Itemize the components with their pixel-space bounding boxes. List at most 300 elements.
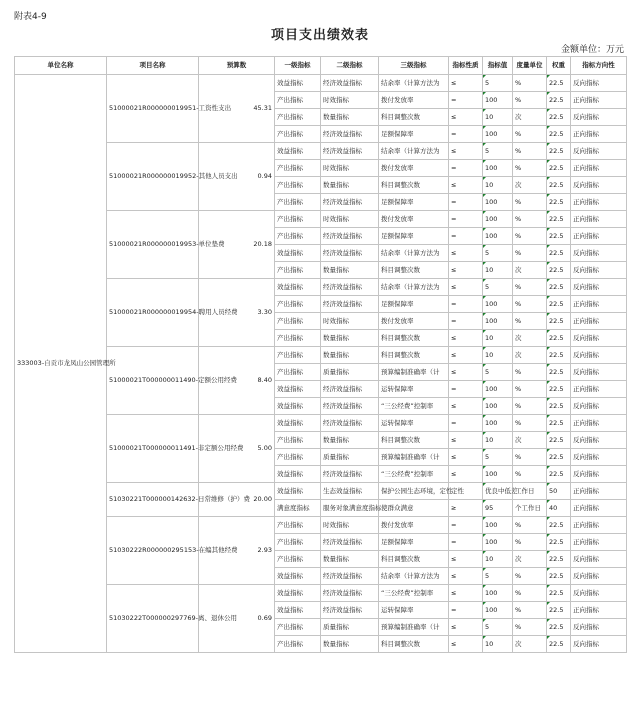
- measure-unit-cell: %: [513, 517, 547, 534]
- direction-cell: 反向指标: [571, 619, 627, 636]
- level1-cell: 效益指标: [275, 75, 321, 92]
- weight-cell: 22.5: [547, 75, 571, 92]
- nature-cell: ≤: [449, 636, 483, 653]
- value-cell: 100: [483, 228, 513, 245]
- direction-cell: 正向指标: [571, 126, 627, 143]
- table-row: [15, 143, 627, 160]
- measure-unit-cell: %: [513, 143, 547, 160]
- value-cell: 5: [483, 364, 513, 381]
- weight-cell: 22.5: [547, 347, 571, 364]
- level3-cell: 科目调整次数: [379, 177, 449, 194]
- level1-cell: 产出指标: [275, 109, 321, 126]
- level1-cell: 产出指标: [275, 619, 321, 636]
- direction-cell: 反向指标: [571, 398, 627, 415]
- direction-cell: 反向指标: [571, 109, 627, 126]
- direction-cell: 正向指标: [571, 160, 627, 177]
- weight-cell: 22.5: [547, 177, 571, 194]
- budget-cell: 20.18: [199, 211, 275, 279]
- measure-unit-cell: %: [513, 313, 547, 330]
- nature-cell: ≤: [449, 585, 483, 602]
- direction-cell: 正向指标: [571, 211, 627, 228]
- weight-cell: 22.5: [547, 160, 571, 177]
- level3-cell: 科目调整次数: [379, 262, 449, 279]
- measure-unit-cell: %: [513, 619, 547, 636]
- nature-cell: ≤: [449, 109, 483, 126]
- budget-cell: 0.69: [199, 585, 275, 653]
- nature-cell: ≤: [449, 466, 483, 483]
- value-cell: 5: [483, 619, 513, 636]
- level3-cell: 拨付发放率: [379, 160, 449, 177]
- value-cell: 100: [483, 585, 513, 602]
- level1-cell: 产出指标: [275, 313, 321, 330]
- direction-cell: 正向指标: [571, 517, 627, 534]
- level2-cell: 数量指标: [321, 109, 379, 126]
- level2-cell: 经济效益指标: [321, 466, 379, 483]
- weight-cell: 22.5: [547, 143, 571, 160]
- value-cell: 100: [483, 211, 513, 228]
- level2-cell: 数量指标: [321, 347, 379, 364]
- direction-cell: 正向指标: [571, 381, 627, 398]
- header-budget: 预算数: [199, 57, 275, 75]
- level3-cell: 科目调整次数: [379, 432, 449, 449]
- level2-cell: 经济效益指标: [321, 143, 379, 160]
- value-cell: 优良中低差: [483, 483, 513, 500]
- nature-cell: ≥: [449, 500, 483, 517]
- measure-unit-cell: 次: [513, 551, 547, 568]
- measure-unit-cell: %: [513, 296, 547, 313]
- measure-unit-cell: %: [513, 245, 547, 262]
- direction-cell: 正向指标: [571, 194, 627, 211]
- level2-cell: 数量指标: [321, 262, 379, 279]
- appendix-label: 附表4-9: [14, 12, 47, 22]
- measure-unit-cell: %: [513, 415, 547, 432]
- measure-unit-cell: %: [513, 228, 547, 245]
- direction-cell: 反向指标: [571, 568, 627, 585]
- nature-cell: ≤: [449, 449, 483, 466]
- level3-cell: 拨付发放率: [379, 211, 449, 228]
- value-cell: 10: [483, 636, 513, 653]
- budget-cell: 3.30: [199, 279, 275, 347]
- value-cell: 100: [483, 126, 513, 143]
- level2-cell: 时效指标: [321, 313, 379, 330]
- project-name-cell: 51000021R000000019953-单位垫费: [107, 211, 199, 279]
- level1-cell: 产出指标: [275, 517, 321, 534]
- amount-unit-label: 金额单位：万元: [560, 45, 624, 55]
- level3-cell: 拨付发放率: [379, 517, 449, 534]
- value-cell: 100: [483, 92, 513, 109]
- project-name-cell: 51000021R000000019952-其他人员支出: [107, 143, 199, 211]
- level1-cell: 产出指标: [275, 211, 321, 228]
- value-cell: 100: [483, 602, 513, 619]
- level1-cell: 产出指标: [275, 228, 321, 245]
- measure-unit-cell: %: [513, 279, 547, 296]
- level1-cell: 产出指标: [275, 347, 321, 364]
- project-name-cell: 51030221T000000142632-日常维修（护）费: [107, 483, 199, 517]
- level3-cell: 科目调整次数: [379, 551, 449, 568]
- value-cell: 100: [483, 313, 513, 330]
- nature-cell: ≤: [449, 245, 483, 262]
- value-cell: 100: [483, 398, 513, 415]
- level1-cell: 效益指标: [275, 568, 321, 585]
- value-cell: 10: [483, 347, 513, 364]
- level3-cell: 预算编制准确率（计: [379, 449, 449, 466]
- level2-cell: 时效指标: [321, 517, 379, 534]
- level3-cell: 预算编制准确率（计: [379, 619, 449, 636]
- unit-name-cell: 333003-自贡市龙凤山公园管理所: [15, 75, 107, 653]
- direction-cell: 反向指标: [571, 75, 627, 92]
- level1-cell: 产出指标: [275, 432, 321, 449]
- value-cell: 5: [483, 449, 513, 466]
- level2-cell: 经济效益指标: [321, 398, 379, 415]
- nature-cell: ≤: [449, 619, 483, 636]
- measure-unit-cell: %: [513, 398, 547, 415]
- measure-unit-cell: 次: [513, 330, 547, 347]
- level2-cell: 经济效益指标: [321, 245, 379, 262]
- weight-cell: 22.5: [547, 534, 571, 551]
- level2-cell: 数量指标: [321, 551, 379, 568]
- level1-cell: 产出指标: [275, 262, 321, 279]
- level2-cell: 质量指标: [321, 619, 379, 636]
- level2-cell: 质量指标: [321, 364, 379, 381]
- measure-unit-cell: %: [513, 602, 547, 619]
- weight-cell: 22.5: [547, 602, 571, 619]
- level1-cell: 效益指标: [275, 143, 321, 160]
- direction-cell: 反向指标: [571, 330, 627, 347]
- level3-cell: 足额保障率: [379, 228, 449, 245]
- weight-cell: 22.5: [547, 466, 571, 483]
- weight-cell: 22.5: [547, 517, 571, 534]
- nature-cell: ≤: [449, 262, 483, 279]
- header-level2: 二级指标: [321, 57, 379, 75]
- value-cell: 10: [483, 551, 513, 568]
- direction-cell: 反向指标: [571, 585, 627, 602]
- table-row: [15, 585, 627, 602]
- level2-cell: 经济效益指标: [321, 194, 379, 211]
- nature-cell: ≤: [449, 568, 483, 585]
- level2-cell: 数量指标: [321, 636, 379, 653]
- level2-cell: 经济效益指标: [321, 568, 379, 585]
- direction-cell: 正向指标: [571, 415, 627, 432]
- direction-cell: 反向指标: [571, 279, 627, 296]
- budget-cell: 20.00: [199, 483, 275, 517]
- value-cell: 100: [483, 466, 513, 483]
- weight-cell: 22.5: [547, 92, 571, 109]
- nature-cell: ≤: [449, 364, 483, 381]
- direction-cell: 正向指标: [571, 534, 627, 551]
- value-cell: 100: [483, 160, 513, 177]
- level3-cell: 科目调整次数: [379, 330, 449, 347]
- level3-cell: 结余率（计算方法为: [379, 279, 449, 296]
- table-row: [15, 75, 627, 92]
- level1-cell: 产出指标: [275, 92, 321, 109]
- weight-cell: 22.5: [547, 381, 571, 398]
- measure-unit-cell: 次: [513, 432, 547, 449]
- value-cell: 100: [483, 381, 513, 398]
- nature-cell: =: [449, 92, 483, 109]
- direction-cell: 反向指标: [571, 347, 627, 364]
- measure-unit-cell: %: [513, 449, 547, 466]
- level2-cell: 经济效益指标: [321, 415, 379, 432]
- level2-cell: 时效指标: [321, 92, 379, 109]
- measure-unit-cell: %: [513, 364, 547, 381]
- weight-cell: 22.5: [547, 313, 571, 330]
- value-cell: 5: [483, 75, 513, 92]
- table-row: [15, 483, 627, 500]
- level1-cell: 效益指标: [275, 381, 321, 398]
- header-project-name: 项目名称: [107, 57, 199, 75]
- value-cell: 10: [483, 109, 513, 126]
- nature-cell: ≤: [449, 330, 483, 347]
- level2-cell: 经济效益指标: [321, 126, 379, 143]
- level3-cell: “三公经费”控制率: [379, 398, 449, 415]
- level1-cell: 产出指标: [275, 364, 321, 381]
- page-title: 项目支出绩效表: [270, 28, 369, 43]
- measure-unit-cell: %: [513, 585, 547, 602]
- nature-cell: =: [449, 381, 483, 398]
- nature-cell: =: [449, 602, 483, 619]
- header-value: 指标值: [483, 57, 513, 75]
- level3-cell: “三公经费”控制率: [379, 466, 449, 483]
- measure-unit-cell: %: [513, 126, 547, 143]
- nature-cell: ≤: [449, 432, 483, 449]
- level2-cell: 质量指标: [321, 449, 379, 466]
- direction-cell: 正向指标: [571, 313, 627, 330]
- nature-cell: ≤: [449, 143, 483, 160]
- measure-unit-cell: 个工作日: [513, 500, 547, 517]
- level3-cell: 结余率（计算方法为: [379, 75, 449, 92]
- weight-cell: 22.5: [547, 585, 571, 602]
- measure-unit-cell: %: [513, 568, 547, 585]
- nature-cell: ≤: [449, 279, 483, 296]
- level2-cell: 时效指标: [321, 160, 379, 177]
- project-name-cell: 51000021R000000019951-工资性支出: [107, 75, 199, 143]
- weight-cell: 22.5: [547, 568, 571, 585]
- level2-cell: 经济效益指标: [321, 296, 379, 313]
- direction-cell: 反向指标: [571, 432, 627, 449]
- measure-unit-cell: 工作日: [513, 483, 547, 500]
- level3-cell: 足额保障率: [379, 296, 449, 313]
- weight-cell: 22.5: [547, 228, 571, 245]
- weight-cell: 22.5: [547, 279, 571, 296]
- level3-cell: 结余率（计算方法为: [379, 143, 449, 160]
- level1-cell: 产出指标: [275, 296, 321, 313]
- header-measure-unit: 度量单位: [513, 57, 547, 75]
- direction-cell: 反向指标: [571, 466, 627, 483]
- budget-cell: 2.93: [199, 517, 275, 585]
- header-nature: 指标性质: [449, 57, 483, 75]
- weight-cell: 22.5: [547, 262, 571, 279]
- value-cell: 100: [483, 194, 513, 211]
- level3-cell: “三公经费”控制率: [379, 585, 449, 602]
- level2-cell: 经济效益指标: [321, 585, 379, 602]
- measure-unit-cell: 次: [513, 109, 547, 126]
- value-cell: 100: [483, 517, 513, 534]
- direction-cell: 反向指标: [571, 143, 627, 160]
- weight-cell: 22.5: [547, 194, 571, 211]
- weight-cell: 22.5: [547, 636, 571, 653]
- project-name-cell: 51000021T000000011490-定额公用经费: [107, 347, 199, 415]
- nature-cell: =: [449, 296, 483, 313]
- project-name-cell: 51000021T000000011491-非定额公用经费: [107, 415, 199, 483]
- nature-cell: ≤: [449, 347, 483, 364]
- direction-cell: 正向指标: [571, 500, 627, 517]
- direction-cell: 正向指标: [571, 602, 627, 619]
- value-cell: 5: [483, 279, 513, 296]
- level1-cell: 产出指标: [275, 194, 321, 211]
- level2-cell: 经济效益指标: [321, 228, 379, 245]
- level1-cell: 产出指标: [275, 449, 321, 466]
- header-direction: 指标方向性: [571, 57, 627, 75]
- nature-cell: ≤: [449, 177, 483, 194]
- level3-cell: 运转保障率: [379, 602, 449, 619]
- direction-cell: 反向指标: [571, 364, 627, 381]
- weight-cell: 22.5: [547, 330, 571, 347]
- level1-cell: 产出指标: [275, 636, 321, 653]
- level1-cell: 效益指标: [275, 398, 321, 415]
- level1-cell: 产出指标: [275, 330, 321, 347]
- level3-cell: 结余率（计算方法为: [379, 245, 449, 262]
- level3-cell: 足额保障率: [379, 194, 449, 211]
- level1-cell: 产出指标: [275, 126, 321, 143]
- measure-unit-cell: 次: [513, 347, 547, 364]
- weight-cell: 40: [547, 500, 571, 517]
- level3-cell: 科目调整次数: [379, 347, 449, 364]
- weight-cell: 22.5: [547, 551, 571, 568]
- nature-cell: ≤: [449, 75, 483, 92]
- value-cell: 100: [483, 534, 513, 551]
- weight-cell: 22.5: [547, 619, 571, 636]
- nature-cell: =: [449, 211, 483, 228]
- value-cell: 5: [483, 568, 513, 585]
- direction-cell: 反向指标: [571, 245, 627, 262]
- value-cell: 10: [483, 432, 513, 449]
- level2-cell: 经济效益指标: [321, 381, 379, 398]
- direction-cell: 反向指标: [571, 262, 627, 279]
- level2-cell: 时效指标: [321, 211, 379, 228]
- level3-cell: 拨付发放率: [379, 313, 449, 330]
- nature-cell: =: [449, 194, 483, 211]
- level3-cell: 科目调整次数: [379, 636, 449, 653]
- level1-cell: 效益指标: [275, 466, 321, 483]
- nature-cell: =: [449, 160, 483, 177]
- nature-cell: =: [449, 415, 483, 432]
- level1-cell: 效益指标: [275, 585, 321, 602]
- measure-unit-cell: %: [513, 194, 547, 211]
- table-row: [15, 211, 627, 228]
- nature-cell: =: [449, 228, 483, 245]
- project-name-cell: 51030222R000000295153-在编其他经费: [107, 517, 199, 585]
- level1-cell: 效益指标: [275, 279, 321, 296]
- level2-cell: 经济效益指标: [321, 602, 379, 619]
- level2-cell: 数量指标: [321, 330, 379, 347]
- budget-cell: 8.40: [199, 347, 275, 415]
- direction-cell: 正向指标: [571, 296, 627, 313]
- value-cell: 5: [483, 245, 513, 262]
- level3-cell: 足额保障率: [379, 126, 449, 143]
- measure-unit-cell: %: [513, 381, 547, 398]
- level3-cell: 使群众满意: [379, 500, 449, 517]
- level1-cell: 效益指标: [275, 602, 321, 619]
- direction-cell: 反向指标: [571, 636, 627, 653]
- nature-cell: 定性: [449, 483, 483, 500]
- weight-cell: 22.5: [547, 432, 571, 449]
- nature-cell: =: [449, 313, 483, 330]
- weight-cell: 22.5: [547, 126, 571, 143]
- weight-cell: 22.5: [547, 415, 571, 432]
- measure-unit-cell: %: [513, 534, 547, 551]
- level1-cell: 满意度指标: [275, 500, 321, 517]
- value-cell: 10: [483, 330, 513, 347]
- nature-cell: ≤: [449, 398, 483, 415]
- header-unit-name: 单位名称: [15, 57, 107, 75]
- budget-cell: 45.31: [199, 75, 275, 143]
- level3-cell: 拨付发放率: [379, 92, 449, 109]
- value-cell: 95: [483, 500, 513, 517]
- level2-cell: 生态效益指标: [321, 483, 379, 500]
- header-level3: 三级指标: [379, 57, 449, 75]
- level2-cell: 经济效益指标: [321, 534, 379, 551]
- project-name-cell: 51000021R000000019954-聘用人员经费: [107, 279, 199, 347]
- weight-cell: 22.5: [547, 109, 571, 126]
- value-cell: 100: [483, 296, 513, 313]
- level1-cell: 产出指标: [275, 551, 321, 568]
- level1-cell: 产出指标: [275, 534, 321, 551]
- table-header-row: [15, 57, 627, 75]
- level2-cell: 服务对象满意度指标: [321, 500, 379, 517]
- value-cell: 10: [483, 262, 513, 279]
- level2-cell: 数量指标: [321, 432, 379, 449]
- table-row: [15, 517, 627, 534]
- direction-cell: 反向指标: [571, 177, 627, 194]
- weight-cell: 22.5: [547, 245, 571, 262]
- direction-cell: 正向指标: [571, 228, 627, 245]
- nature-cell: ≤: [449, 551, 483, 568]
- value-cell: 5: [483, 143, 513, 160]
- direction-cell: 反向指标: [571, 551, 627, 568]
- performance-table: [14, 56, 627, 653]
- level1-cell: 产出指标: [275, 177, 321, 194]
- measure-unit-cell: %: [513, 75, 547, 92]
- direction-cell: 正向指标: [571, 483, 627, 500]
- level2-cell: 经济效益指标: [321, 279, 379, 296]
- budget-cell: 5.00: [199, 415, 275, 483]
- level1-cell: 效益指标: [275, 483, 321, 500]
- header-weight: 权重: [547, 57, 571, 75]
- level3-cell: 科目调整次数: [379, 109, 449, 126]
- value-cell: 100: [483, 415, 513, 432]
- measure-unit-cell: 次: [513, 177, 547, 194]
- weight-cell: 22.5: [547, 296, 571, 313]
- level1-cell: 效益指标: [275, 245, 321, 262]
- level3-cell: 结余率（计算方法为: [379, 568, 449, 585]
- weight-cell: 50: [547, 483, 571, 500]
- level2-cell: 经济效益指标: [321, 75, 379, 92]
- weight-cell: 22.5: [547, 211, 571, 228]
- nature-cell: =: [449, 534, 483, 551]
- measure-unit-cell: 次: [513, 262, 547, 279]
- weight-cell: 22.5: [547, 398, 571, 415]
- level1-cell: 产出指标: [275, 160, 321, 177]
- table-row: [15, 279, 627, 296]
- measure-unit-cell: %: [513, 92, 547, 109]
- nature-cell: =: [449, 517, 483, 534]
- project-name-cell: 51030222T000000297769-离、退休公用: [107, 585, 199, 653]
- level3-cell: 运转保障率: [379, 381, 449, 398]
- measure-unit-cell: 次: [513, 636, 547, 653]
- budget-cell: 0.94: [199, 143, 275, 211]
- measure-unit-cell: %: [513, 466, 547, 483]
- measure-unit-cell: %: [513, 160, 547, 177]
